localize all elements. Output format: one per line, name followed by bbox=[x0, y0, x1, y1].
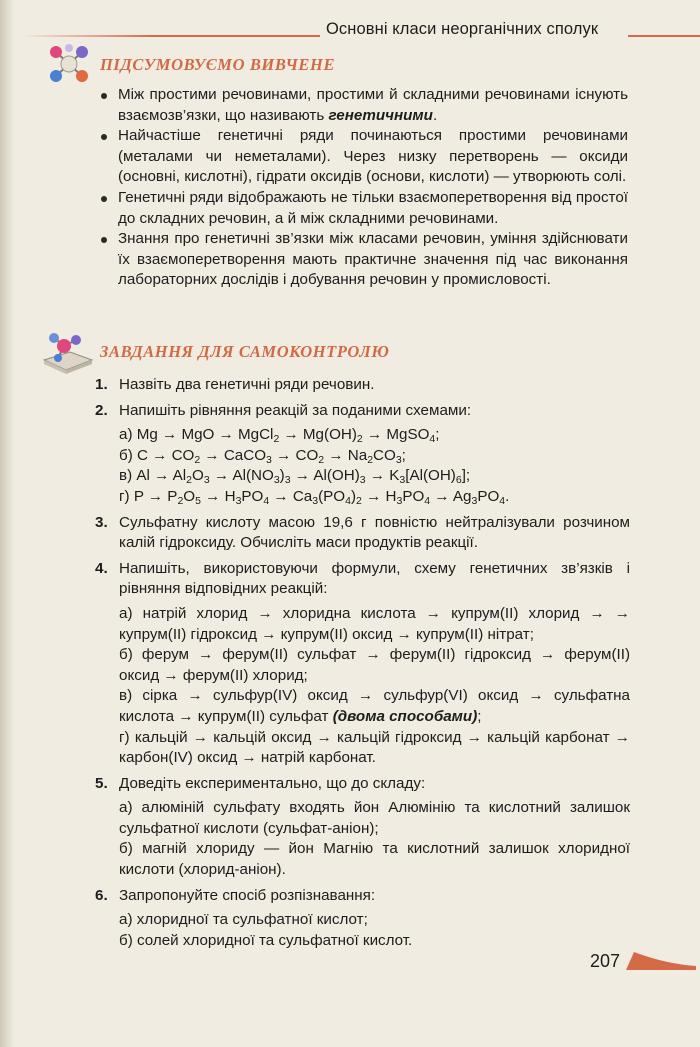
task-list bbox=[95, 375, 630, 956]
header-rule-left bbox=[20, 35, 320, 37]
task-4 bbox=[95, 559, 630, 769]
summary-bullet: Генетичні ряди відображають не тільки взаємоперетворення від простої до складних речовин, а й між складними речовинами. bbox=[98, 188, 628, 229]
reaction-schemes bbox=[119, 425, 630, 507]
task-item: г) кальцій → кальцій оксид → кальцій гідроксид → кальцій карбонат → карбон(IV) оксид → натрій карбонат. bbox=[119, 728, 630, 767]
summary-heading: ПІДСУМОВУЄМО ВИВЧЕНЕ bbox=[100, 55, 336, 74]
summary-bullet: Між простими речовинами, простими й складними речовинами існують взаємозв’язки, що називають генетичними. bbox=[98, 85, 628, 126]
task-item: а) алюміній сульфату входять йон Алюмінію та кислотний залишок сульфатної кислоти (сульфат-аніон); bbox=[119, 799, 630, 837]
page-binding-shadow bbox=[0, 0, 14, 1047]
task-items bbox=[119, 910, 630, 951]
task-items bbox=[119, 798, 630, 880]
task-item: в) сірка → сульфур(IV) оксид → сульфур(VI) оксид → сульфатна кислота → купрум(ІІ) сульфат (двома способами); bbox=[119, 687, 630, 725]
task-text: Напишіть, використовуючи формули, схему генетичних зв’язків і рівняння відповідних реакцій: bbox=[119, 559, 630, 598]
header-rule-right bbox=[628, 35, 700, 37]
task-text: Сульфатну кислоту масою 19,6 г повністю нейтралізували розчином калій гідроксиду. Обчисліть маси продуктів реакції. bbox=[119, 513, 630, 552]
running-title: Основні класи неорганічних сполук bbox=[326, 20, 599, 38]
reaction-scheme: г) $P \to P_2O_5 \to H_3PO_4 \to Ca_3(PO_4)_2 \to H_3PO_4 \to Ag_3PO_4$. bbox=[119, 487, 510, 507]
page-corner-ornament bbox=[626, 950, 696, 972]
task-number: 3. bbox=[95, 513, 108, 531]
reaction-scheme: в) $Al \to Al_2O_3 \to Al(NO_3)_3 \to Al(OH)_3 \to K_3[Al(OH)_6]$; bbox=[119, 467, 471, 487]
notebook-molecule-icon bbox=[40, 330, 96, 376]
task-number: 2. bbox=[95, 401, 108, 419]
task-number: 4. bbox=[95, 559, 108, 577]
task-items bbox=[119, 604, 630, 769]
task-text: Запропонуйте спосіб розпізнавання: bbox=[119, 886, 376, 904]
task-number: 5. bbox=[95, 774, 108, 792]
task-item: б) ферум → ферум(ІІ) сульфат → ферум(ІІ) гідроксид → ферум(ІІ) оксид → ферум(ІІ) хлорид; bbox=[119, 646, 630, 684]
reaction-scheme: б) $C \to CO_2$ → CaCO$_3$ → $CO_2 \to Na_2CO_3$; bbox=[119, 446, 406, 466]
task-number: 1. bbox=[95, 376, 108, 393]
task-text: Напишіть рівняння реакцій за поданими схемами: bbox=[119, 401, 472, 419]
task-item: а) натрій хлорид → хлоридна кислота → купрум(ІІ) хлорид → → купрум(ІІ) гідроксид → купрум(ІІ) оксид → купрум(ІІ) нітрат; bbox=[119, 604, 630, 643]
molecule-icon bbox=[44, 42, 94, 86]
term-genetic: генетичними bbox=[328, 106, 433, 124]
task-1 bbox=[95, 375, 630, 396]
task-text: Назвіть два генетичні ряди речовин. bbox=[119, 376, 375, 393]
task-note: (двома способами) bbox=[332, 707, 478, 725]
task-6 bbox=[95, 886, 630, 952]
task-5 bbox=[95, 774, 630, 881]
summary-bullet: Найчастіше генетичні ряди починаються простими речовинами (металами чи неметалами). Через низку перетворень — оксиди (основні, кислотні), гідрати оксидів (основи, кислоти) — утворюють солі. bbox=[98, 126, 628, 188]
task-3 bbox=[95, 513, 630, 554]
task-item: а) хлоридної та сульфатної кислот; bbox=[119, 911, 368, 929]
summary-list bbox=[98, 85, 628, 291]
page-number: 207 bbox=[590, 951, 621, 971]
task-text: Доведіть експериментально, що до складу: bbox=[119, 774, 426, 792]
task-item: б) магній хлориду — йон Магнію та кислотний залишок хлоридної кислоти (хлорид-аніон). bbox=[119, 840, 630, 879]
task-item: б) солей хлоридної та сульфатної кислот. bbox=[119, 931, 413, 949]
self-control-heading: ЗАВДАННЯ ДЛЯ САМОКОНТРОЛЮ bbox=[100, 342, 390, 361]
reaction-scheme: а) Mg → MgO → MgCl$_2$ → $Mg(OH)_2$ → MgSO$_4$; bbox=[119, 426, 440, 446]
summary-bullet: Знання про генетичні зв’язки між класами речовин, уміння здійснювати їх взаємоперетворення мають практичне значення під час виконання лабораторних дослідів і добування речовин у промисловості. bbox=[98, 229, 628, 291]
task-2 bbox=[95, 401, 630, 508]
task-number: 6. bbox=[95, 886, 108, 904]
